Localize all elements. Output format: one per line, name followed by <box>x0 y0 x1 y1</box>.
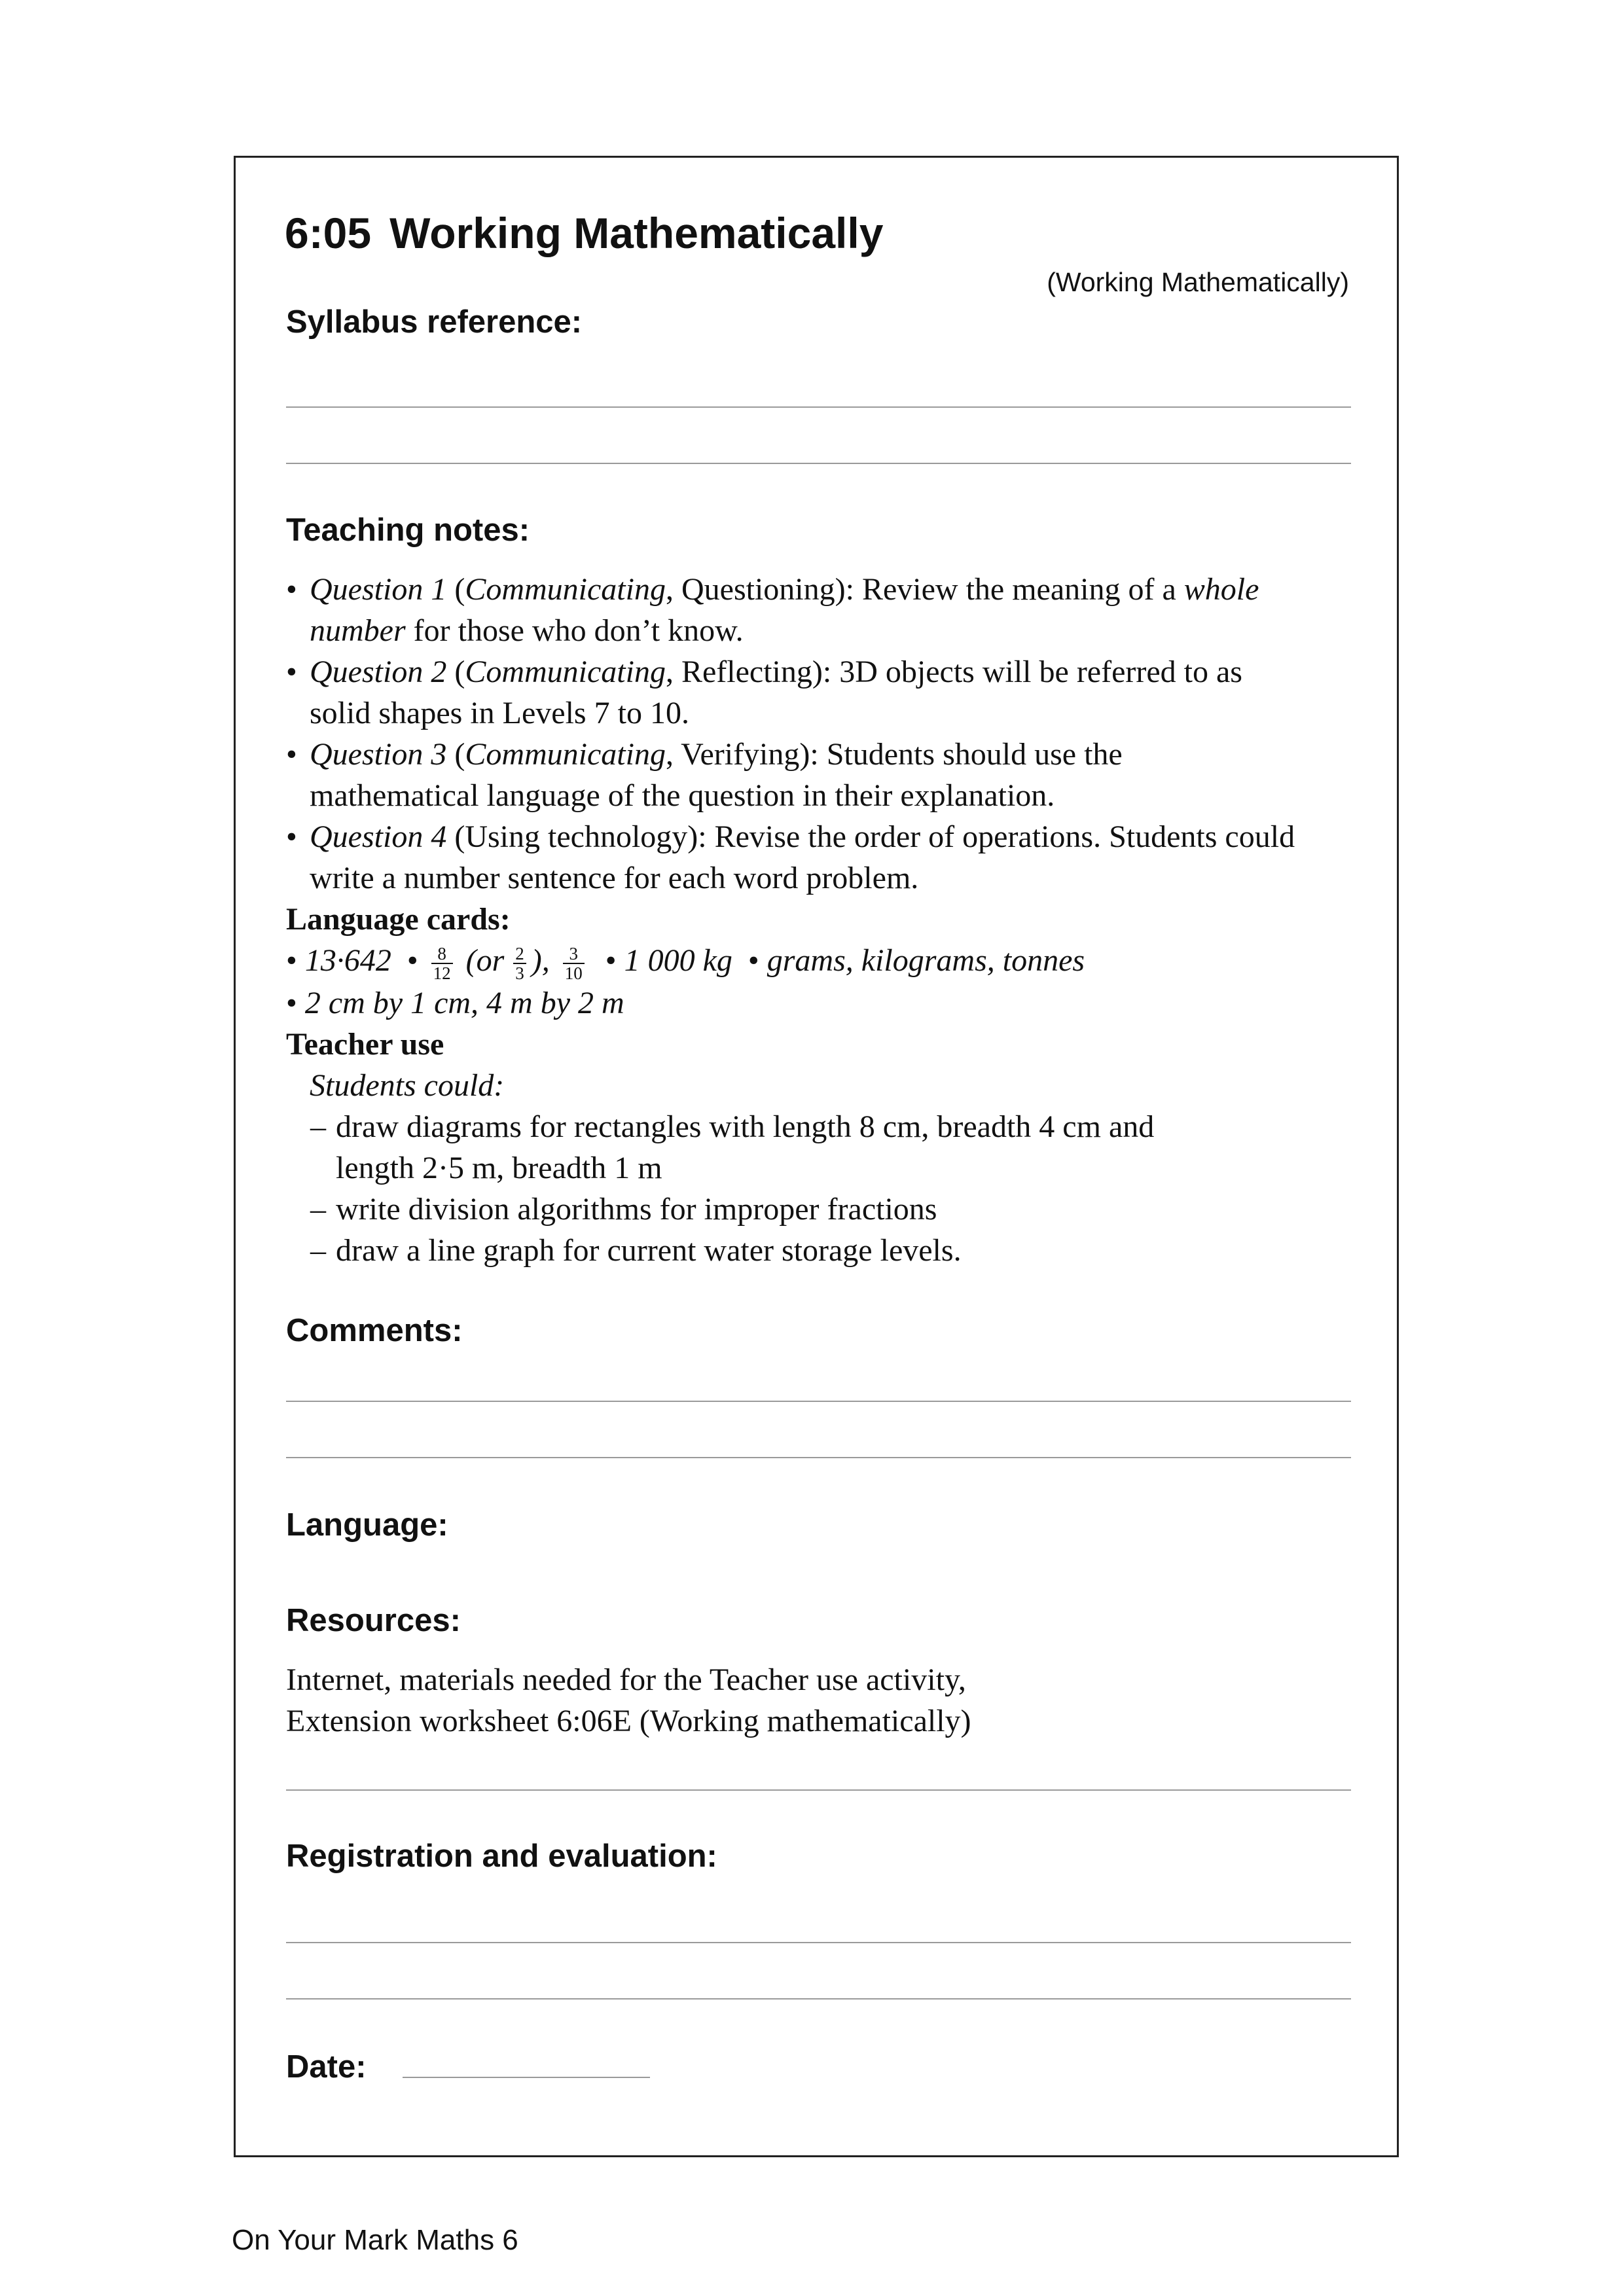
list-item: – write division algorithms for improper fractions <box>310 1191 937 1227</box>
list-item: • Question 3 (Communicating, Verifying): Students should use the mathematical language of the question in their explanation. <box>286 737 1123 813</box>
page-title <box>285 208 883 258</box>
list-item: – draw diagrams for rectangles with length 8 cm, breadth 4 cm and length 2·5 m, breadth 1 m <box>310 1109 1155 1185</box>
list-item: • Question 2 (Communicating, Reflecting): 3D objects will be referred to as solid shapes in Levels 7 to 10. <box>286 655 1242 730</box>
language-cards-line: • 13·642 • $\frac{8}{12}$ (or $\frac{2}{3}$ ), $\frac{3}{10}$ • 1 000 kg • grams, kilograms, tonnes <box>286 943 1085 983</box>
language-heading: Language: <box>286 1507 448 1543</box>
date-heading: Date: <box>286 2049 367 2085</box>
teaching-notes-body <box>286 569 1360 1271</box>
fraction: $\frac{2}{3}$ <box>513 944 526 982</box>
strand-label: (Working Mathematically) <box>1047 267 1349 297</box>
writing-line <box>286 406 1351 408</box>
fraction: $\frac{3}{10}$ <box>563 944 585 982</box>
writing-line <box>286 463 1351 464</box>
section-number: 6:05 <box>285 209 372 257</box>
writing-line <box>286 1789 1351 1791</box>
writing-line <box>286 1942 1351 1943</box>
writing-line <box>286 1998 1351 2000</box>
list-item: – draw a line graph for current water storage levels. <box>310 1232 962 1268</box>
language-cards-label: Language cards: <box>286 902 511 937</box>
resources-heading: Resources: <box>286 1603 461 1638</box>
fraction: $\frac{8}{12}$ <box>431 944 453 982</box>
language-cards-line: • 2 cm by 1 cm, 4 m by 2 m <box>286 985 624 1020</box>
writing-line <box>286 1401 1351 1402</box>
section-title: Working Mathematically <box>389 209 884 257</box>
resources-body: Internet, materials needed for the Teacher use activity, Extension worksheet 6:06E (Working mathematically) <box>286 1662 971 1738</box>
teaching-notes-heading: Teaching notes: <box>286 512 530 548</box>
teacher-use-label: Teacher use <box>286 1026 444 1062</box>
footer-text: On Your Mark Maths 6 <box>232 2224 518 2256</box>
syllabus-heading: Syllabus reference: <box>286 304 583 340</box>
registration-heading: Registration and evaluation: <box>286 1839 717 1874</box>
list-item: • Question 4 (Using technology): Revise the order of operations. Students could write a number sentence for each word problem. <box>286 819 1295 895</box>
students-could: Students could: <box>310 1067 505 1103</box>
date-line <box>403 2077 650 2078</box>
list-item: • Question 1 (Communicating, Questioning): Review the meaning of a whole number for those who don’t know. <box>286 572 1259 648</box>
writing-line <box>286 1457 1351 1458</box>
comments-heading: Comments: <box>286 1313 463 1348</box>
